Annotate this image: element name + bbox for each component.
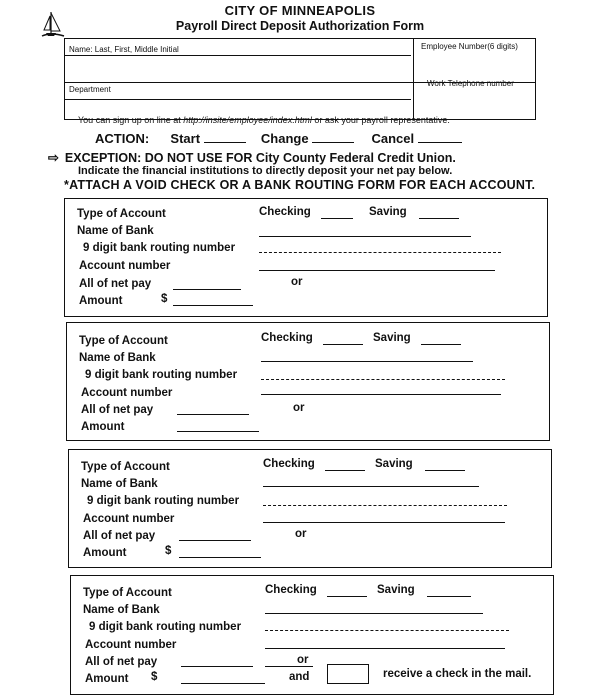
table-divider [65, 55, 411, 56]
receive-check-label: receive a check in the mail. [383, 668, 532, 680]
account-block-2 [66, 322, 550, 441]
or-label: or [297, 654, 309, 666]
dollar-sign: $ [165, 545, 172, 557]
name-of-bank-label: Name of Bank [79, 352, 156, 364]
saving-field[interactable] [425, 470, 465, 471]
account-number-field[interactable] [261, 394, 501, 395]
or-label: or [293, 402, 305, 414]
type-of-account-label: Type of Account [81, 461, 170, 473]
bank-name-field[interactable] [259, 236, 471, 237]
saving-label: Saving [369, 206, 407, 218]
all-net-pay-field[interactable] [181, 666, 253, 667]
amount-label: Amount [85, 673, 129, 685]
saving-field[interactable] [421, 344, 461, 345]
table-divider [413, 39, 414, 119]
saving-field[interactable] [427, 596, 471, 597]
name-field-label: Name: Last, First, Middle Initial [69, 45, 179, 54]
routing-number-field[interactable] [261, 379, 505, 380]
routing-number-label: 9 digit bank routing number [83, 242, 236, 254]
routing-number-field[interactable] [259, 252, 501, 253]
saving-label: Saving [375, 458, 413, 470]
type-of-account-label: Type of Account [83, 587, 172, 599]
action-label: ACTION: [95, 131, 150, 146]
checking-label: Checking [261, 332, 313, 344]
account-number-label: Account number [83, 513, 175, 525]
type-of-account-label: Type of Account [77, 208, 166, 220]
amount-label: Amount [81, 421, 125, 433]
start-field[interactable] [204, 142, 246, 143]
name-of-bank-label: Name of Bank [83, 604, 160, 616]
bank-name-field[interactable] [261, 361, 473, 362]
action-cancel-label: Cancel [371, 131, 415, 146]
work-telephone-label: Work Telephone number [427, 79, 514, 88]
change-field[interactable] [312, 142, 354, 143]
checking-label: Checking [265, 584, 317, 596]
checking-field[interactable] [321, 218, 353, 219]
amount-field[interactable] [181, 683, 265, 684]
or-label: or [291, 276, 303, 288]
all-net-pay-label: All of net pay [85, 656, 158, 668]
account-block-1 [64, 198, 548, 317]
and-label: and [289, 671, 310, 683]
routing-number-label: 9 digit bank routing number [89, 621, 242, 633]
saving-label: Saving [377, 584, 415, 596]
form-title: Payroll Direct Deposit Authorization Form [175, 19, 425, 33]
all-net-pay-field[interactable] [177, 414, 249, 415]
signup-prefix: You can sign up on line at [78, 115, 184, 125]
account-number-label: Account number [79, 260, 171, 272]
name-of-bank-label: Name of Bank [81, 478, 158, 490]
amount-field[interactable] [179, 557, 261, 558]
or-field[interactable] [265, 666, 313, 667]
all-net-pay-label: All of net pay [83, 530, 156, 542]
dollar-sign: $ [161, 293, 168, 305]
receive-check-checkbox[interactable] [327, 664, 369, 684]
routing-number-label: 9 digit bank routing number [87, 495, 240, 507]
indicate-instruction: Indicate the financial institutions to directly deposit your net pay below. [78, 165, 453, 177]
all-net-pay-field[interactable] [179, 540, 251, 541]
dollar-sign: $ [151, 671, 158, 683]
employee-info-table [64, 38, 536, 120]
name-of-bank-label: Name of Bank [77, 225, 154, 237]
cancel-field[interactable] [418, 142, 462, 143]
routing-number-field[interactable] [263, 505, 507, 506]
saving-field[interactable] [419, 218, 459, 219]
account-number-label: Account number [81, 387, 173, 399]
account-block-3 [68, 449, 552, 568]
all-net-pay-field[interactable] [173, 289, 241, 290]
checking-field[interactable] [327, 596, 367, 597]
or-label: or [295, 528, 307, 540]
routing-number-label: 9 digit bank routing number [85, 369, 238, 381]
routing-number-field[interactable] [265, 630, 509, 631]
checking-label: Checking [259, 206, 311, 218]
exception-notice [48, 150, 456, 166]
amount-field[interactable] [177, 431, 259, 432]
checking-field[interactable] [325, 470, 365, 471]
city-title: CITY OF MINNEAPOLIS [224, 3, 376, 18]
exception-text: EXCEPTION: DO NOT USE FOR City County Federal Credit Union. [64, 151, 456, 165]
employee-number-label: Employee Number(6 digits) [421, 42, 518, 51]
table-divider [65, 99, 411, 100]
action-change-label: Change [260, 131, 309, 146]
checking-label: Checking [263, 458, 315, 470]
attach-instruction: *ATTACH A VOID CHECK OR A BANK ROUTING FORM FOR EACH ACCOUNT. [64, 178, 536, 192]
action-start-label: Start [170, 131, 201, 146]
amount-label: Amount [83, 547, 127, 559]
type-of-account-label: Type of Account [79, 335, 168, 347]
all-net-pay-label: All of net pay [81, 404, 154, 416]
account-number-field[interactable] [259, 270, 495, 271]
account-number-label: Account number [85, 639, 177, 651]
bank-name-field[interactable] [265, 613, 483, 614]
bank-name-field[interactable] [263, 486, 479, 487]
saving-label: Saving [373, 332, 411, 344]
arrow-right-icon: ⇨ [48, 150, 59, 165]
action-row [95, 131, 462, 146]
account-number-field[interactable] [265, 648, 505, 649]
amount-label: Amount [79, 295, 123, 307]
signup-instructions [78, 115, 450, 125]
amount-field[interactable] [173, 305, 253, 306]
account-number-field[interactable] [263, 522, 505, 523]
checking-field[interactable] [323, 344, 363, 345]
all-net-pay-label: All of net pay [79, 278, 152, 290]
signup-suffix: or ask your payroll representative. [311, 115, 450, 125]
account-block-4 [70, 575, 554, 695]
department-label: Department [69, 85, 111, 94]
insite-link[interactable]: http://insite/employee/index.html [183, 115, 312, 125]
